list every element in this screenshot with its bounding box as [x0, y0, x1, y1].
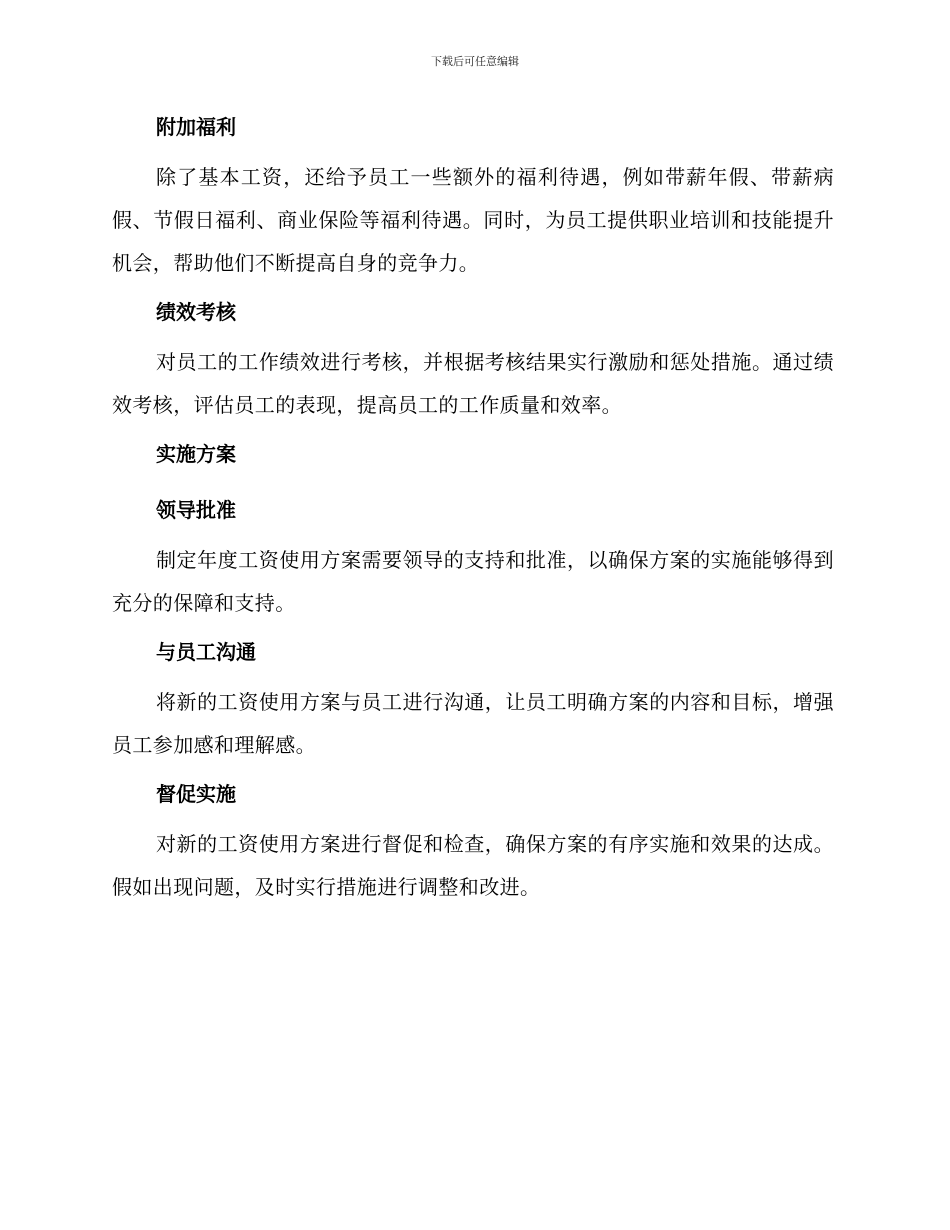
section-heading: 附加福利: [156, 115, 236, 139]
section-employee-communication: [112, 635, 834, 767]
section-heading: 领导批准: [156, 498, 236, 522]
section-heading: 实施方案: [156, 442, 236, 466]
page-header-note: 下载后可任意编辑: [431, 55, 519, 68]
document-body: [112, 110, 834, 909]
section-heading: 督促实施: [156, 782, 236, 806]
section-heading: 与员工沟通: [156, 640, 256, 664]
section-heading: 绩效考核: [156, 300, 236, 324]
section-leadership-approval: [112, 493, 834, 625]
section-benefits: [112, 110, 834, 285]
section-paragraph: 制定年度工资使用方案需要领导的支持和批准，以确保方案的实施能够得到充分的保障和支持。: [112, 548, 834, 615]
section-implementation: [112, 437, 834, 471]
section-paragraph: 除了基本工资，还给予员工一些额外的福利待遇，例如带薪年假、带薪病假、节假日福利、商业保险等福利待遇。同时，为员工提供职业培训和技能提升机会，帮助他们不断提高自身的竞争力。: [112, 165, 834, 275]
section-paragraph: 对新的工资使用方案进行督促和检查，确保方案的有序实施和效果的达成。假如出现问题，及时实行措施进行调整和改进。: [112, 832, 834, 899]
section-paragraph: 将新的工资使用方案与员工进行沟通，让员工明确方案的内容和目标，增强员工参加感和理解感。: [112, 690, 834, 757]
section-paragraph: 对员工的工作绩效进行考核，并根据考核结果实行激励和惩处措施。通过绩效考核，评估员工的表现，提高员工的工作质量和效率。: [112, 350, 834, 417]
section-performance: [112, 295, 834, 427]
section-supervise-implementation: [112, 777, 834, 909]
